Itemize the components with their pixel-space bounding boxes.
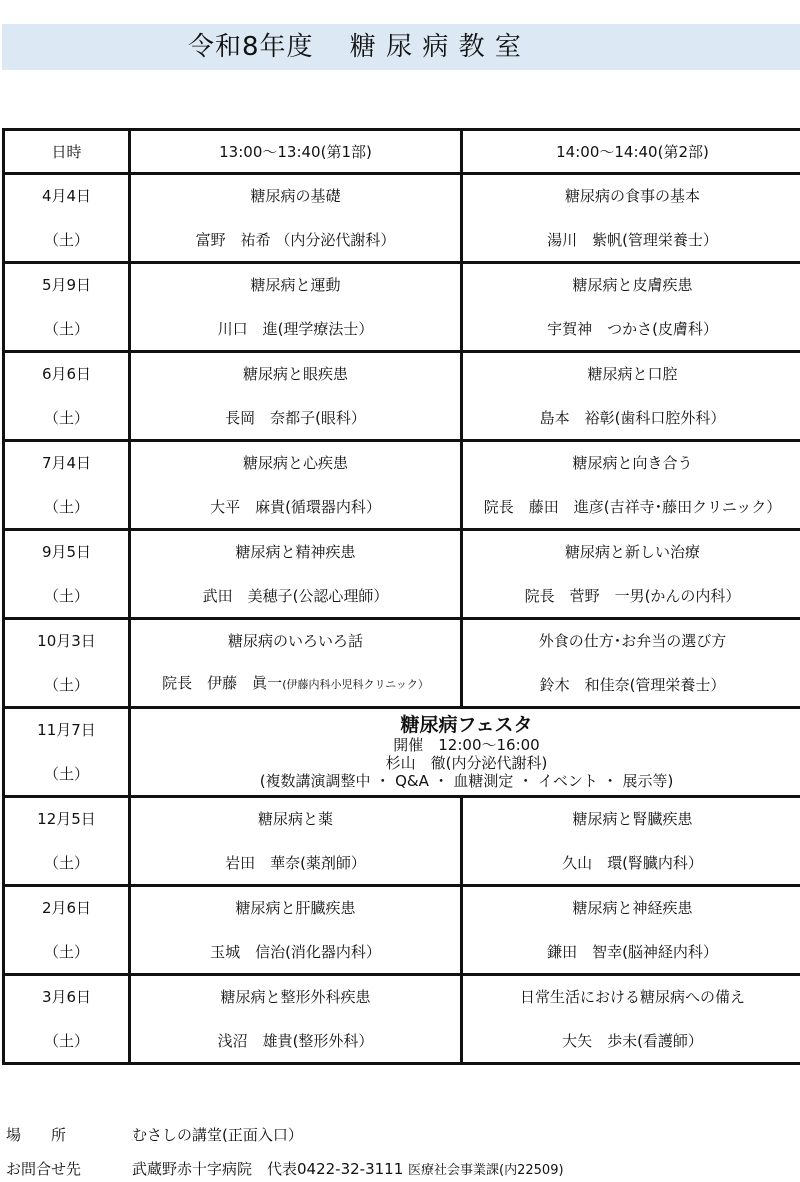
table-row: [4, 619, 800, 708]
session1-speaker: 大平 麻貴(循環器内科）: [210, 498, 381, 516]
session2-speaker: 島本 裕彰(歯科口腔外科）: [539, 409, 726, 427]
session1-topic: 糖尿病と精神疾患: [235, 543, 356, 561]
session1-topic: 糖尿病と心疾患: [242, 454, 348, 472]
session1-topic: 糖尿病の基礎: [250, 187, 341, 205]
row-day: （土）: [43, 943, 89, 961]
festa-time: 開催 12:00〜16:00: [393, 736, 540, 754]
session2-topic: 糖尿病と腎臓疾患: [572, 810, 693, 828]
row-day: （土）: [43, 854, 89, 872]
table-row: [4, 263, 800, 352]
row-day: （土）: [43, 765, 89, 783]
session1-topic: 糖尿病と薬: [257, 810, 333, 828]
row-date: 2月6日: [41, 899, 92, 917]
title-bar: [2, 24, 800, 70]
session2-topic: 糖尿病と向き合う: [572, 454, 693, 472]
session2-speaker: 宇賀神 つかさ(皮膚科）: [547, 320, 718, 338]
festa-note: (複数講演調整中 ・ Q&A ・ 血糖測定 ・ イベント ・ 展示等): [259, 772, 674, 790]
contact-value: 武蔵野赤十字病院 代表0422-32-3111: [132, 1160, 404, 1178]
festa-row: [4, 708, 800, 797]
table-header-row: [4, 130, 800, 174]
contact-department: 医療社会事業課(内22509): [408, 1163, 564, 1178]
footer-contact: [6, 1158, 564, 1179]
festa-speaker: 杉山 徹(内分泌代謝科): [385, 754, 548, 772]
session2-topic: 外食の仕方･お弁当の選び方: [538, 632, 727, 650]
session1-topic: 糖尿病と肝臓疾患: [235, 899, 356, 917]
table-row: [4, 352, 800, 441]
row-day: （土）: [43, 587, 89, 605]
session1-speaker: [131, 673, 460, 695]
session2-speaker: 鈴木 和佳奈(管理栄養士）: [539, 676, 726, 694]
table-row: [4, 975, 800, 1064]
page-title: 令和8年度 糖 尿 病 教 室: [188, 32, 522, 62]
row-day: （土）: [43, 409, 89, 427]
row-day: （土）: [43, 320, 89, 338]
place-value: むさしの講堂(正面入口）: [132, 1126, 303, 1144]
row-date: 12月5日: [37, 810, 96, 828]
row-date: 3月6日: [41, 988, 92, 1006]
speaker-affiliation: (伊藤内科小児科クリニック）: [282, 678, 429, 691]
table-row: [4, 797, 800, 886]
row-date: 9月5日: [41, 543, 92, 561]
table-row: [4, 174, 800, 263]
festa-title: 糖尿病フェスタ: [400, 714, 533, 736]
row-date: 7月4日: [41, 454, 92, 472]
session2-topic: 糖尿病と口腔: [587, 365, 678, 383]
session2-topic: 糖尿病の食事の基本: [564, 187, 700, 205]
row-day: （土）: [43, 1032, 89, 1050]
festa-info: [131, 714, 800, 790]
contact-label: お問合せ先: [6, 1160, 82, 1178]
session1-speaker: 玉城 信治(消化器内科）: [210, 943, 381, 961]
session2-topic: 糖尿病と新しい治療: [564, 543, 700, 561]
row-date: 6月6日: [41, 365, 92, 383]
session2-speaker: 久山 環(腎臓内科）: [562, 854, 703, 872]
row-date: 11月7日: [37, 721, 96, 739]
row-day: （土）: [43, 498, 89, 516]
session1-speaker: 川口 進(理学療法士）: [217, 320, 374, 338]
session1-speaker: 岩田 華奈(薬剤師）: [225, 854, 366, 872]
place-label: 場 所: [6, 1126, 67, 1144]
session1-speaker: 浅沼 雄貴(整形外科）: [217, 1032, 374, 1050]
session2-topic: 日常生活における糖尿病への備え: [519, 988, 745, 1006]
table-row: [4, 441, 800, 530]
row-day: （土）: [43, 231, 89, 249]
row-date: 10月3日: [37, 632, 96, 650]
session1-speaker: 長岡 奈都子(眼科）: [225, 409, 366, 427]
header-date: 日時: [4, 130, 130, 174]
row-date: 4月4日: [41, 187, 92, 205]
session2-topic: 糖尿病と神経疾患: [572, 899, 693, 917]
session2-speaker: 鎌田 智幸(脳神経内科）: [547, 943, 718, 961]
header-session1: 13:00〜13:40(第1部): [130, 130, 462, 174]
session1-topic: 糖尿病と整形外科疾患: [220, 988, 371, 1006]
session2-speaker: 院長 藤田 進彦(吉祥寺･藤田クリニック）: [483, 498, 782, 516]
table-row: [4, 530, 800, 619]
session2-topic: 糖尿病と皮膚疾患: [572, 276, 693, 294]
speaker-name: 院長 伊藤 眞一: [162, 674, 283, 692]
table-row: [4, 886, 800, 975]
header-session2: 14:00〜14:40(第2部): [462, 130, 800, 174]
schedule-table: [2, 128, 800, 1065]
session1-topic: 糖尿病と眼疾患: [242, 365, 348, 383]
row-day: （土）: [43, 676, 89, 694]
session1-speaker: 武田 美穂子(公認心理師）: [202, 587, 389, 605]
session1-topic: 糖尿病のいろいろ話: [227, 632, 363, 650]
session2-speaker: 湯川 紫帆(管理栄養士）: [547, 231, 718, 249]
session1-speaker: 富野 祐希 （内分泌代謝科）: [195, 231, 396, 249]
session2-speaker: 大矢 歩未(看護師）: [562, 1032, 703, 1050]
session2-speaker: 院長 菅野 一男(かんの内科）: [524, 587, 741, 605]
row-date: 5月9日: [41, 276, 92, 294]
session1-topic: 糖尿病と運動: [250, 276, 341, 294]
footer-place: [6, 1124, 303, 1145]
